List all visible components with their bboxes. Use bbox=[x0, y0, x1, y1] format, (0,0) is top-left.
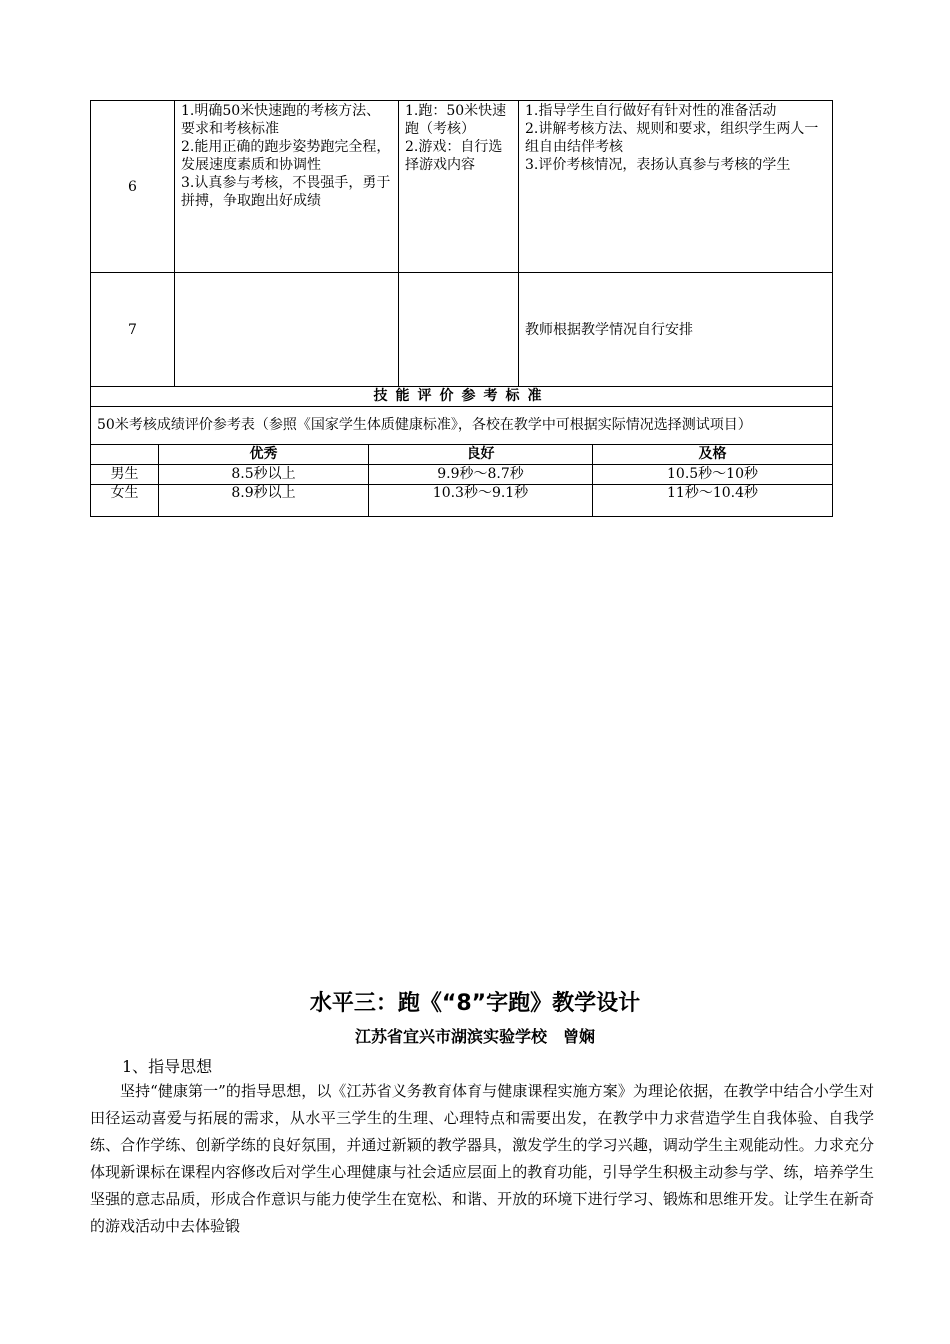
standards-heading: 技能评价参考标准 bbox=[91, 387, 833, 407]
lesson-row-6 bbox=[91, 101, 833, 273]
table-cell: 11秒～10.4秒 bbox=[593, 485, 833, 517]
document-title: 水平三：跑《“8”字跑》教学设计 bbox=[309, 991, 641, 1016]
column-header: 及格 bbox=[593, 445, 833, 465]
lesson-methods: 教师根据教学情况自行安排 bbox=[519, 273, 833, 387]
method-item: 1.指导学生自行做好有针对性的准备活动 bbox=[525, 103, 777, 119]
standards-note: 50米考核成绩评价参考表（参照《国家学生体质健康标准》，各校在教学中可根据实际情况选择测试项目） bbox=[91, 407, 833, 445]
column-header: 优秀 bbox=[159, 445, 369, 465]
document-author: 江苏省宜兴市湖滨实验学校 曾娴 bbox=[354, 1027, 595, 1046]
lesson-plan-table bbox=[90, 100, 833, 387]
goal-item: 1.明确50米快速跑的考核方法、要求和考核标准 bbox=[181, 103, 381, 137]
method-item: 2.讲解考核方法、规则和要求，组织学生两人一组自由结伴考核 bbox=[525, 121, 819, 155]
row-label: 女生 bbox=[91, 485, 159, 517]
lesson-row-7 bbox=[91, 273, 833, 387]
lesson-number: 7 bbox=[91, 273, 175, 387]
lesson-number: 6 bbox=[91, 101, 175, 273]
lesson-goals bbox=[175, 273, 399, 387]
goal-item: 3.认真参与考核，不畏强手，勇于拼搏，争取跑出好成绩 bbox=[181, 175, 391, 209]
lesson-content bbox=[399, 101, 519, 273]
lesson-methods bbox=[519, 101, 833, 273]
table-cell: 8.9秒以上 bbox=[159, 485, 369, 517]
method-item: 3.评价考核情况，表扬认真参与考核的学生 bbox=[525, 157, 791, 173]
goal-item: 2.能用正确的跑步姿势跑完全程，发展速度素质和协调性 bbox=[181, 139, 391, 173]
row-label: 男生 bbox=[91, 465, 159, 485]
header-blank bbox=[91, 445, 159, 465]
table-cell: 10.5秒～10秒 bbox=[593, 465, 833, 485]
table-cell: 9.9秒～8.7秒 bbox=[369, 465, 593, 485]
table-cell: 8.5秒以上 bbox=[159, 465, 369, 485]
content-item: 1.跑：50米快速跑（考核） bbox=[405, 103, 507, 137]
table-row bbox=[91, 465, 833, 485]
standards-header-row bbox=[91, 445, 833, 465]
lesson-goals bbox=[175, 101, 399, 273]
column-header: 良好 bbox=[369, 445, 593, 465]
table-row bbox=[91, 485, 833, 517]
section-title: 1、指导思想 bbox=[122, 1057, 213, 1076]
content-item: 2.游戏：自行选择游戏内容 bbox=[405, 139, 503, 173]
standards-table bbox=[90, 386, 833, 517]
body-paragraph: 坚持“健康第一”的指导思想，以《江苏省义务教育体育与健康课程实施方案》为理论依据，在教学中结合小学生对田径运动喜爱与拓展的需求，从水平三学生的生理、心理特点和需要出发，在教学中力求营造学生自我体验、自我学练、合作学练、创新学练的良好氛围，并通过新颖的教学器具，激发学生的学习兴趣，调动学生主观能动性。力求充分体现新课标在课程内容修改后对学生心理健康与社会适应层面上的教育功能，引导学生积极主动参与学、练，培养学生坚强的意志品质，形成合作意识与能力使学生在宽松、和谐、开放的环境下进行学习、锻炼和思维开发。让学生在新奇的游戏活动中去体验锻 bbox=[90, 1082, 874, 1235]
lesson-content bbox=[399, 273, 519, 387]
table-cell: 10.3秒～9.1秒 bbox=[369, 485, 593, 517]
